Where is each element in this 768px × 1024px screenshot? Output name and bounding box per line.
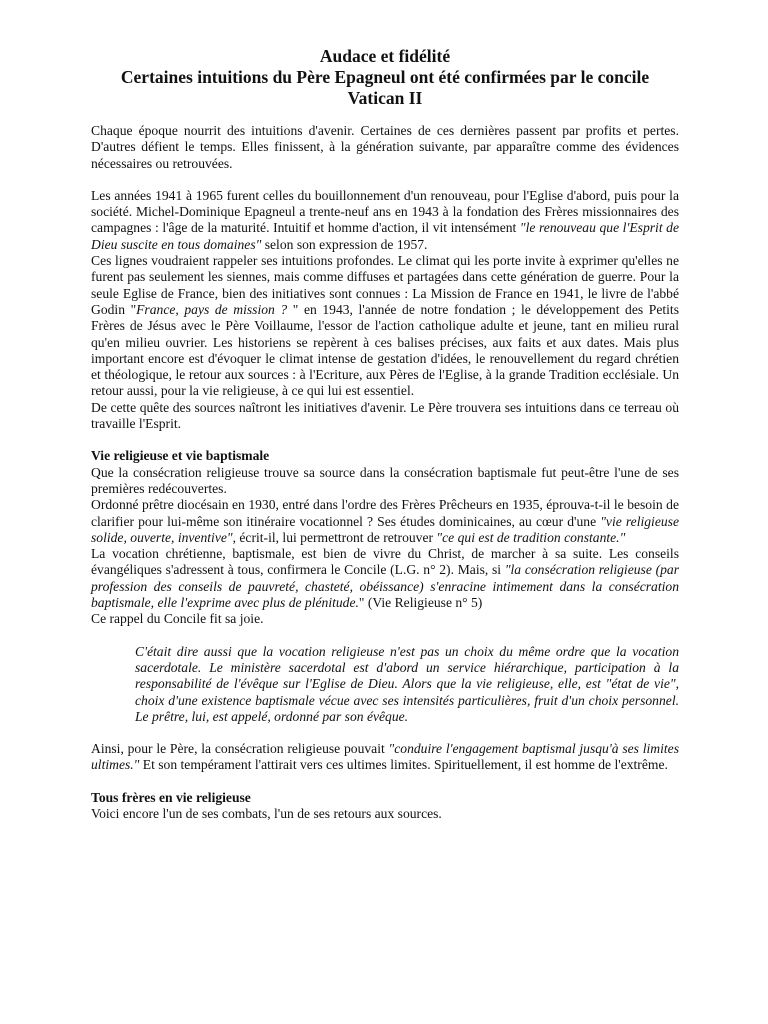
paragraph-2 (91, 253, 679, 400)
section-heading-2: Tous frères en vie religieuse (91, 789, 251, 805)
paragraph-1-text: Les années 1941 à 1965 furent celles du bouillonnement d'un renouveau, pour l'Eglise d'abord, puis pour la société. Michel-Dominique Epagneul a trente-neuf ans en 1943 à la fondation des Frères missionnaires des campagnes : l'âge de la maturité. Intuitif et homme d'action, il vit intensément (91, 187, 679, 236)
section1-p2-text: Ordonné prêtre diocésain en 1930, entré dans l'ordre des Frères Prêcheurs en 1935, éprouva-t-il le besoin de clarifier pour lui-même son itinéraire vocationnel ? Ses études dominicaines, au cœur d'une (91, 497, 679, 529)
section1-p3-after: " (Vie Religieuse n° 5) (358, 595, 483, 611)
paragraph-3: De cette quête des sources naîtront les initiatives d'avenir. Le Père trouvera ses intuitions dans ce terreau où travaille l'Esprit. (91, 399, 679, 432)
section1-p2-mid: , écrit-il, lui permettront de retrouver (232, 529, 437, 545)
section1-paragraph-3 (91, 546, 679, 611)
section1-p5-text: Ainsi, pour le Père, la consécration religieuse pouvait (91, 741, 389, 757)
title-block (91, 46, 679, 109)
section1-paragraph-5 (91, 741, 679, 774)
paragraph-2-text: Ces lignes voudraient rappeler ses intuitions profondes. Le climat qui les porte invite à exprimer qu'elles ne furent pas seulement les siennes, mais comme diffuses et partagées dans cette génération de guerre. Pour la seule Eglise de France, bien des initiatives sont connues : La Mission de France en 1941, le livre de l'abbé Godin " (91, 253, 679, 317)
section1-p3-quote: "la consécration religieuse (par profession des conseils de pauvreté, chasteté, obéissance) s'enracine intimement dans la consécration baptismale, elle l'exprime avec plus de plénitude. (91, 562, 679, 611)
paragraph-2-after: " en 1943, l'année de notre fondation ; le développement des Petits Frères de Jésus avec le Père Voillaume, l'essor de l'action catholique adulte et jeune, tant en milieu rural qu'en milieu ouvrier. Les historiens se repèrent à ces balises précises, aux faits et aux dates. Mais plus important encore est d'évoquer le climat intense de gestation d'idées, le renouvellement du regard chrétien et théologique, le retour aux sources : à l'Ecriture, aux Pères de l'Eglise, à la grande Tradition ecclésiale. Un retour aussi, pour la vie religieuse, à ce qui lui est essentiel. (91, 301, 679, 399)
block-quote: C'était dire aussi que la vocation religieuse n'est pas un choix du même ordre que la vocation sacerdotale. Le ministère sacerdotal est d'abord un service hiérarchique, participation à la responsabilité de l'évêque sur l'Eglise de Dieu. Alors que la vie religieuse, elle, est "état de vie", choix d'une existence baptismale vécue avec ses intensités particulières, fruit d'un choix personnel. Le prêtre, lui, est appelé, ordonné par son évêque. (135, 643, 679, 724)
section1-paragraph-1: Que la consécration religieuse trouve sa source dans la consécration baptismale fut peut-être l'une de ses premières redécouvertes. (91, 464, 679, 496)
section-heading-1: Vie religieuse et vie baptismale (91, 448, 270, 464)
intro-paragraph: Chaque époque nourrit des intuitions d'avenir. Certaines de ces dernières passent par profits et pertes. D'autres défient le temps. Elles finissent, à la génération suivante, par apparaître comme des évidences nécessaires ou retrouvées. (91, 123, 679, 171)
paragraph-1-after: selon son expression de 1957. (261, 236, 428, 252)
paragraph-1-quote: "le renouveau que l'Esprit de Dieu suscite en tous domaines" (91, 220, 680, 252)
document-title: Audace et fidélité (319, 46, 451, 66)
paragraph-2-book-title: France, pays de mission ? (136, 301, 288, 317)
section2-paragraph-1: Voici encore l'un de ses combats, l'un de ses retours aux sources. (91, 805, 442, 821)
section1-p5-after: Et son tempérament l'attirait vers ces ultimes limites. Spirituellement, il est homme de l'extrême. (139, 757, 668, 773)
section1-paragraph-4: Ce rappel du Concile fit sa joie. (91, 611, 264, 627)
document-subtitle: Certaines intuitions du Père Epagneul ont été confirmées par le concile Vatican II (120, 67, 650, 108)
section1-paragraph-2 (91, 497, 679, 546)
section1-p3-text: La vocation chrétienne, baptismale, est bien de vivre du Christ, de marcher à sa suite. Les conseils évangéliques s'adressent à tous, confirmera le Concile (L.G. n° 2). Mais, si (91, 546, 679, 578)
section1-p2-quote-1: "vie religieuse solide, ouverte, inventive" (91, 513, 679, 545)
section1-p2-quote-2: "ce qui est de tradition constante." (436, 529, 626, 545)
section1-p5-quote: "conduire l'engagement baptismal jusqu'à ses limites ultimes." (91, 741, 679, 773)
paragraph-1 (91, 188, 679, 253)
